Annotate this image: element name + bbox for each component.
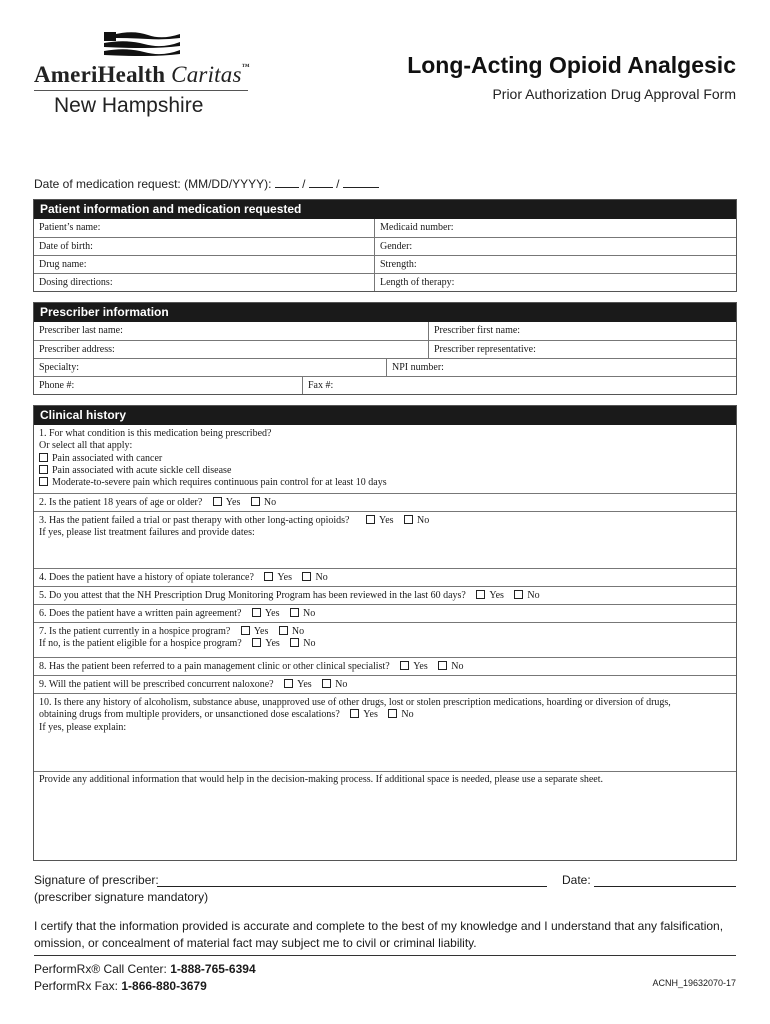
date-of-birth-field[interactable]: Date of birth:: [39, 241, 93, 252]
signature-label: Signature of prescriber:: [34, 873, 159, 887]
yes-option[interactable]: Yes: [252, 638, 280, 649]
question-8-text: 8. Has the patient been referred to a pain management clinic or other clinical specialist?: [39, 661, 390, 672]
checkbox-icon[interactable]: [252, 638, 261, 647]
checkbox-icon[interactable]: [476, 590, 485, 599]
prescriber-representative-field[interactable]: Prescriber representative:: [428, 341, 736, 358]
npi-number-field[interactable]: NPI number:: [386, 359, 736, 376]
strength-field[interactable]: Strength:: [374, 256, 736, 273]
checkbox-icon[interactable]: [290, 608, 299, 617]
brand-name-main: AmeriHealth: [34, 62, 166, 87]
checkbox-icon[interactable]: [400, 661, 409, 670]
certification-text: I certify that the information provided is accurate and complete to the best of my knowledge and I understand that any falsification, omission, or concealment of material fact may subject me to civil or criminal liability.: [34, 919, 724, 950]
footer-divider: [34, 955, 736, 956]
question-9: [34, 675, 736, 693]
question-2: [34, 493, 736, 511]
medicaid-number-field[interactable]: Medicaid number:: [374, 219, 736, 237]
no-option[interactable]: No: [290, 608, 315, 619]
date-separator: /: [336, 177, 340, 191]
patient-section-header: Patient information and medication requested: [34, 200, 736, 219]
date-request-label: Date of medication request: (MM/DD/YYYY):: [34, 177, 272, 191]
checkbox-icon[interactable]: [366, 515, 375, 524]
patient-row: [34, 273, 736, 291]
checkbox-icon[interactable]: [264, 572, 273, 581]
q1-option[interactable]: Pain associated with cancer: [39, 453, 731, 465]
question-3: [34, 511, 736, 568]
checkbox-icon[interactable]: [213, 497, 222, 506]
brand-region: New Hampshire: [54, 94, 204, 117]
question-10-text-cont: obtaining drugs from multiple providers, or unsanctioned dose escalations?: [39, 709, 340, 721]
question-1: [34, 425, 736, 493]
signature-note: (prescriber signature mandatory): [34, 890, 209, 904]
checkbox-icon[interactable]: [388, 709, 397, 718]
call-center-number: 1-888-765-6394: [170, 962, 256, 976]
question-3-text: 3. Has the patient failed a trial or past therapy with other long-acting opioids?: [39, 515, 350, 526]
checkbox-icon[interactable]: [350, 709, 359, 718]
brand-name: AmeriHealth Caritas™: [34, 62, 250, 87]
additional-info-field[interactable]: [34, 771, 736, 861]
checkbox-icon[interactable]: [290, 638, 299, 647]
form-subtitle: Prior Authorization Drug Approval Form: [492, 86, 736, 102]
prescriber-section-header: Prescriber information: [34, 303, 736, 322]
question-7: [34, 622, 736, 657]
logo-divider: [34, 90, 248, 91]
checkbox-icon[interactable]: [284, 679, 293, 688]
question-7-sub: If no, is the patient eligible for a hospice program?: [39, 638, 242, 650]
date-month-field[interactable]: [275, 176, 299, 188]
yes-option[interactable]: Yes: [366, 515, 394, 526]
yes-option[interactable]: Yes: [252, 608, 280, 619]
no-option[interactable]: No: [279, 626, 304, 637]
gender-field[interactable]: Gender:: [374, 238, 736, 255]
phone-field[interactable]: Phone #:: [39, 380, 75, 391]
patient-row: [34, 255, 736, 273]
question-7-text: 7. Is the patient currently in a hospice program?: [39, 626, 231, 637]
question-1-text: 1. For what condition is this medication being prescribed?: [39, 428, 272, 439]
flag-icon: [104, 32, 180, 58]
date-day-field[interactable]: [309, 176, 333, 188]
call-center-label: PerformRx® Call Center:: [34, 962, 167, 976]
signature-date-label: Date:: [562, 873, 591, 887]
call-center-line: [34, 962, 256, 976]
clinical-section-header: Clinical history: [34, 406, 736, 425]
no-option[interactable]: No: [404, 515, 429, 526]
prescriber-last-name-field[interactable]: Prescriber last name:: [39, 325, 123, 336]
form-code: ACNH_19632070-17: [652, 978, 736, 988]
checkbox-icon[interactable]: [302, 572, 311, 581]
no-option[interactable]: No: [322, 679, 347, 690]
q1-option[interactable]: Pain associated with acute sickle cell disease: [39, 465, 731, 477]
brand-name-italic: Caritas: [171, 62, 242, 87]
clinical-section: [33, 405, 737, 861]
question-3-sub: If yes, please list treatment failures and provide dates:: [39, 527, 255, 539]
additional-info-text: Provide any additional information that would help in the decision-making process. If additional space is needed, please use a separate sheet.: [39, 774, 603, 785]
checkbox-icon[interactable]: [279, 626, 288, 635]
yes-option[interactable]: Yes: [350, 709, 378, 720]
date-separator: /: [302, 177, 306, 191]
signature-field[interactable]: [157, 886, 547, 887]
no-option[interactable]: No: [388, 709, 413, 720]
checkbox-icon[interactable]: [514, 590, 523, 599]
length-of-therapy-field[interactable]: Length of therapy:: [374, 274, 736, 291]
prescriber-row: [34, 340, 736, 358]
q1-option[interactable]: Moderate-to-severe pain which requires continuous pain control for at least 10 days: [39, 477, 731, 489]
date-request-line: [34, 176, 379, 191]
date-year-field[interactable]: [343, 176, 379, 188]
checkbox-icon[interactable]: [39, 453, 48, 462]
checkbox-icon[interactable]: [251, 497, 260, 506]
patient-row: [34, 237, 736, 255]
no-option[interactable]: No: [514, 590, 539, 601]
no-option[interactable]: No: [251, 497, 276, 508]
question-10-sub: If yes, please explain:: [39, 721, 127, 733]
question-5: [34, 586, 736, 604]
question-1-sub: Or select all that apply:: [39, 440, 133, 452]
dosing-directions-field[interactable]: Dosing directions:: [39, 277, 113, 288]
yes-option[interactable]: Yes: [213, 497, 241, 508]
question-4-text: 4. Does the patient have a history of opiate tolerance?: [39, 572, 254, 583]
specialty-field[interactable]: Specialty:: [39, 362, 79, 373]
question-5-text: 5. Do you attest that the NH Prescription Drug Monitoring Program has been reviewed in the last 60 days?: [39, 590, 466, 601]
question-6: [34, 604, 736, 622]
patient-row: [34, 219, 736, 237]
fax-line: [34, 979, 207, 993]
prescriber-address-field[interactable]: Prescriber address:: [39, 344, 115, 355]
question-4: [34, 568, 736, 586]
question-6-text: 6. Does the patient have a written pain agreement?: [39, 608, 242, 619]
yes-option[interactable]: Yes: [400, 661, 428, 672]
patient-section: [33, 199, 737, 292]
no-option[interactable]: No: [290, 638, 315, 649]
form-title: Long-Acting Opioid Analgesic: [407, 52, 736, 78]
yes-option[interactable]: Yes: [241, 626, 269, 637]
checkbox-icon[interactable]: [438, 661, 447, 670]
fax-label: PerformRx Fax:: [34, 979, 119, 993]
question-10: [34, 693, 736, 771]
prescriber-row: [34, 358, 736, 376]
drug-name-field[interactable]: Drug name:: [39, 259, 87, 270]
checkbox-icon[interactable]: [322, 679, 331, 688]
fax-number: 1-866-880-3679: [121, 979, 207, 993]
question-8: [34, 657, 736, 675]
question-9-text: 9. Will the patient will be prescribed concurrent naloxone?: [39, 679, 274, 690]
patient-name-field[interactable]: Patient’s name:: [39, 222, 101, 233]
brand-logo: [34, 32, 254, 122]
checkbox-icon[interactable]: [39, 465, 48, 474]
no-option[interactable]: No: [438, 661, 463, 672]
prescriber-row: [34, 322, 736, 340]
question-2-text: 2. Is the patient 18 years of age or older?: [39, 497, 203, 508]
fax-field[interactable]: Fax #:: [302, 377, 736, 394]
checkbox-icon[interactable]: [404, 515, 413, 524]
patient-rows: [34, 219, 736, 291]
signature-date-field[interactable]: [594, 886, 736, 887]
checkbox-icon[interactable]: [252, 608, 261, 617]
no-option[interactable]: No: [302, 572, 327, 583]
prescriber-section: [33, 302, 737, 395]
yes-option[interactable]: Yes: [476, 590, 504, 601]
yes-option[interactable]: Yes: [284, 679, 312, 690]
prescriber-first-name-field[interactable]: Prescriber first name:: [428, 322, 736, 340]
checkbox-icon[interactable]: [241, 626, 250, 635]
prescriber-row: [34, 376, 736, 394]
question-10-text: 10. Is there any history of alcoholism, substance abuse, unapproved use of other drugs, lost or stolen prescription medications, hoarding or diversion of drugs,: [39, 697, 671, 708]
yes-option[interactable]: Yes: [264, 572, 292, 583]
checkbox-icon[interactable]: [39, 477, 48, 486]
